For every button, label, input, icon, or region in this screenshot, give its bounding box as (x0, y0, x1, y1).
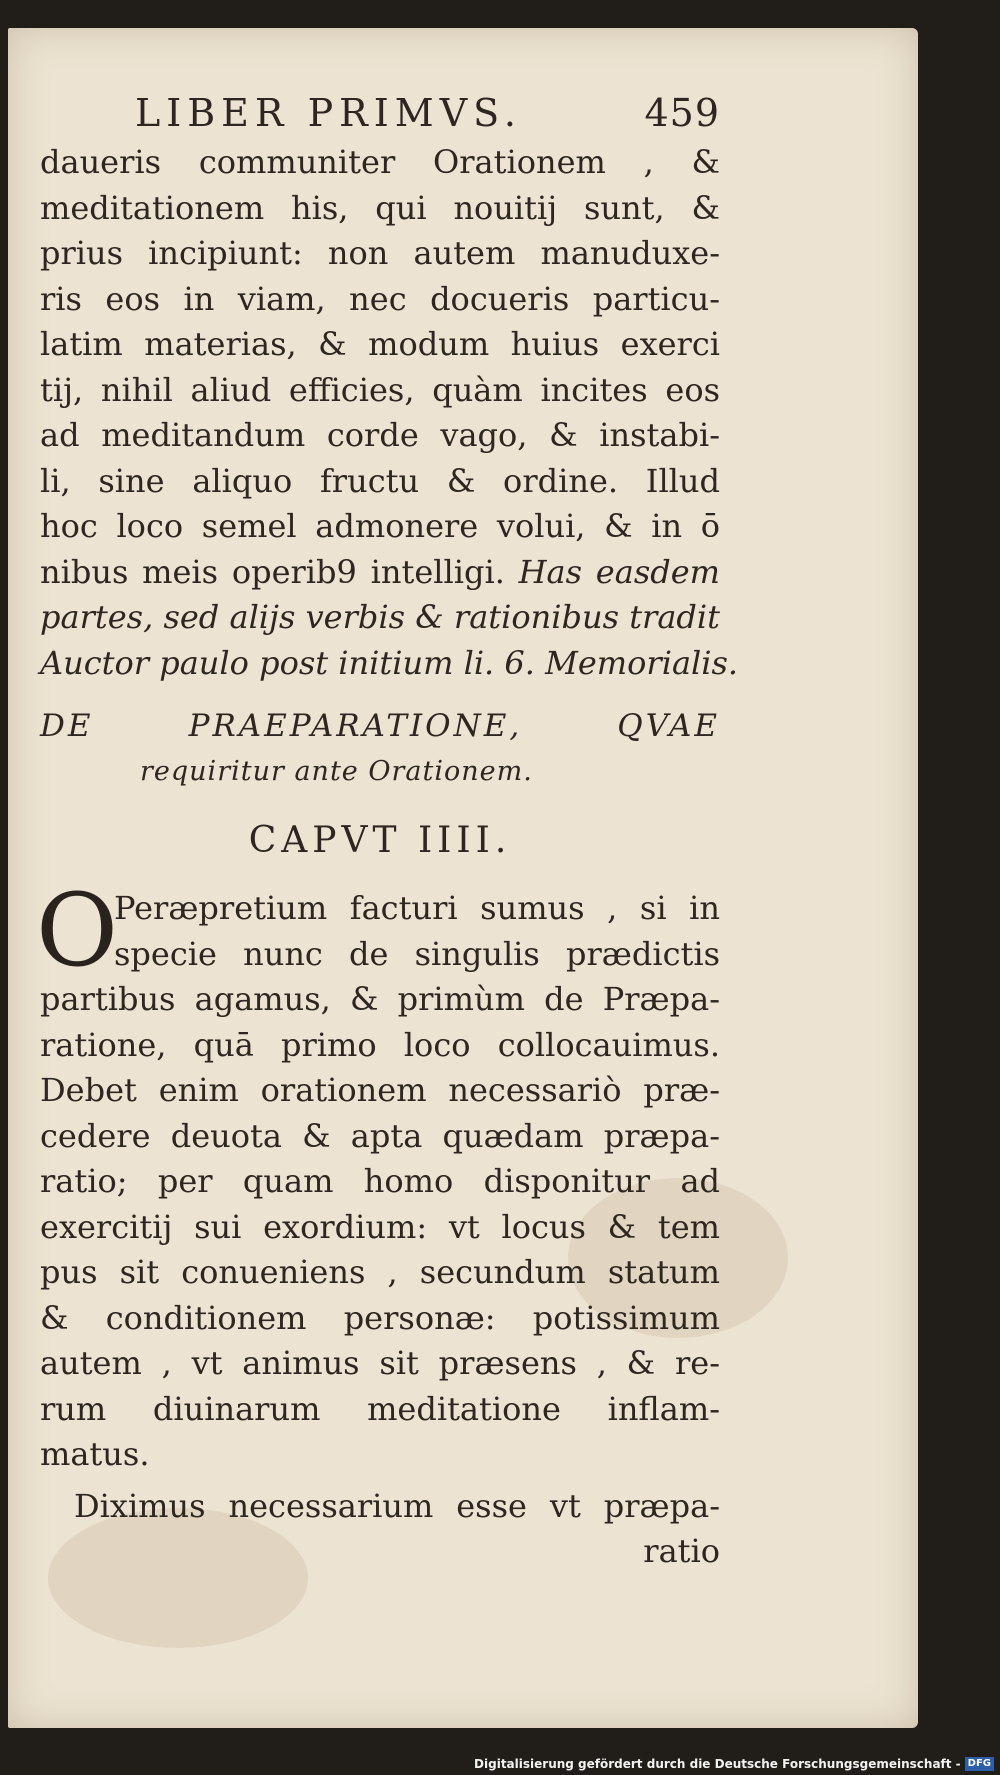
text-line: li, sine aliquo fructu & ordine. Illud (40, 461, 720, 500)
text-line: ratione, quā primo loco collocauimus. (40, 1025, 720, 1064)
section-heading (40, 704, 720, 794)
text-block (36, 86, 739, 1574)
running-head-title: LIBER PRIMVS. (135, 91, 522, 135)
catchword: ratio (643, 1532, 720, 1570)
italic-note (40, 595, 739, 686)
italic-note-line: partes, sed alijs verbis & rationibus tradit (40, 598, 720, 636)
text-line: meditationem his, qui nouitij sunt, & (40, 188, 720, 227)
text-line: autem , vt animus sit præsens , & re- (40, 1344, 720, 1382)
paragraph-1 (40, 140, 720, 595)
text-line: ratio; per quam homo disponitur ad (40, 1162, 720, 1200)
text-line: Peræpretium facturi sumus , si in (114, 889, 720, 927)
text-line: ad meditandum corde vago, & instabi- (40, 416, 720, 454)
text-line: latim materias, & modum huius exerci (40, 325, 720, 363)
section-heading-line-1: DE PRAEPARATIONE, QVAE (40, 708, 720, 744)
text-line: Diximus necessarium esse vt præpa- (74, 1486, 720, 1525)
text-line: pus sit conueniens , secundum statum (40, 1253, 720, 1291)
text-line: specie nunc de singulis prædictis (114, 934, 720, 973)
text-segment: nibus meis operib9 intelligi. (40, 552, 505, 591)
text-line: ris eos in viam, nec docueris particu- (40, 279, 720, 318)
text-line: rum diuinarum meditatione inflam- (40, 1389, 720, 1428)
digitization-credit (474, 1757, 994, 1772)
text-line: hoc loco semel admonere volui, & in ō (40, 507, 720, 545)
paper-page (8, 28, 918, 1728)
text-line-with-note (40, 550, 720, 596)
text-line: matus. (40, 1435, 150, 1473)
text-line: prius incipiunt: non autem manuduxe- (40, 234, 720, 272)
text-line: tij, nihil aliud efficies, quàm incites eos (40, 370, 720, 409)
section-heading-line-2: requiritur ante Orationem. (140, 756, 533, 787)
drop-cap-initial: O (36, 872, 118, 989)
credit-text: Digitalisierung gefördert durch die Deutsche Forschungsgemeinschaft - (474, 1756, 961, 1771)
italic-note-line: Auctor paulo post initium li. 6. Memorialis. (40, 643, 739, 682)
running-head (40, 86, 720, 140)
closing-paragraph (40, 1484, 720, 1575)
chapter-heading: CAPVT IIII. (248, 820, 512, 861)
italic-note-start: Has easdem (518, 552, 721, 591)
text-line: daueris communiter Orationem , & (40, 143, 720, 181)
text-line: & conditionem personæ: potissimum (40, 1298, 720, 1337)
body-paragraph (36, 872, 720, 1478)
text-line: exercitij sui exordium: vt locus & tem (40, 1207, 720, 1246)
text-line: partibus agamus, & primùm de Præpa- (40, 980, 720, 1018)
dfg-logo: DFG (965, 1757, 994, 1771)
text-line: Debet enim orationem necessariò præ- (40, 1071, 720, 1109)
text-line: cedere deuota & apta quædam præpa- (40, 1116, 720, 1155)
page-number: 459 (644, 91, 720, 135)
